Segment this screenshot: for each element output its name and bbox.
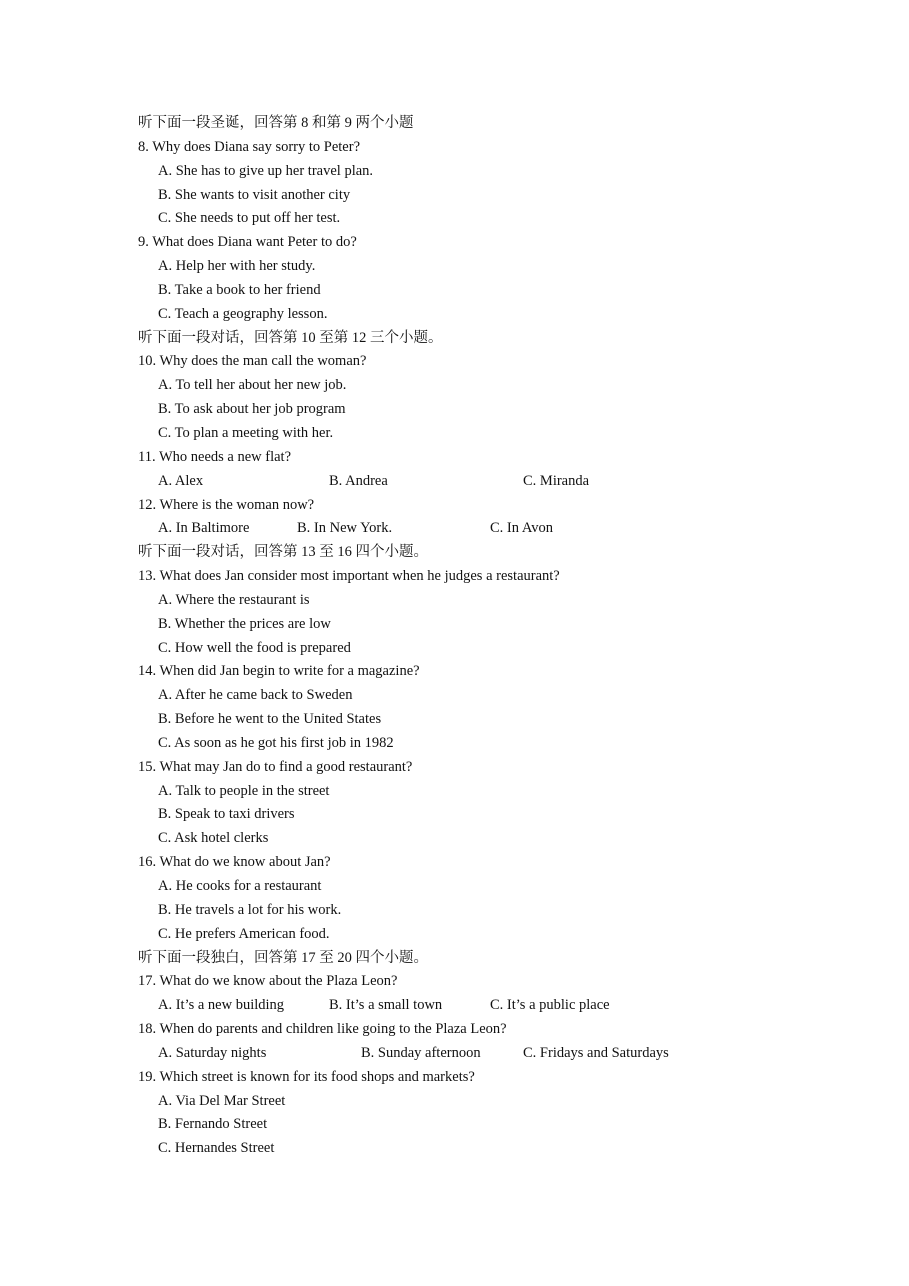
option-10c: C. To plan a meeting with her.	[158, 424, 334, 441]
question-10: 10. Why does the man call the woman?	[138, 353, 367, 370]
option-9a: A. Help her with her study.	[158, 258, 316, 275]
option-14a: A. After he came back to Sweden	[158, 687, 353, 704]
option-14c: C. As soon as he got his first job in 1982	[158, 734, 394, 751]
option-12c: C. In Avon	[490, 520, 553, 537]
option-15b: B. Speak to taxi drivers	[158, 806, 295, 823]
listening-questions	[138, 112, 838, 1161]
option-15a: A. Talk to people in the street	[158, 782, 330, 799]
question-9: 9. What does Diana want Peter to do?	[138, 234, 357, 251]
option-19b: B. Fernando Street	[158, 1116, 268, 1133]
option-18b: B. Sunday afternoon	[361, 1044, 481, 1061]
question-11: 11. Who needs a new flat?	[138, 448, 292, 465]
options-row-17	[138, 994, 838, 1018]
option-11a: A. Alex	[158, 472, 204, 489]
section-instruction: 听下面一段对话，回答第 10 至第 12 三个小题。	[138, 329, 443, 346]
options-row-18	[138, 1042, 838, 1066]
question-15: 15. What may Jan do to find a good restaurant?	[138, 758, 413, 775]
option-8b: B. She wants to visit another city	[158, 186, 351, 203]
section-instruction: 听下面一段独白，回答第 17 至 20 四个小题。	[138, 949, 428, 966]
option-16b: B. He travels a lot for his work.	[158, 901, 342, 918]
option-16c: C. He prefers American food.	[158, 925, 330, 942]
option-13a: A. Where the restaurant is	[158, 591, 310, 608]
option-14b: B. Before he went to the United States	[158, 711, 382, 728]
options-row-12	[138, 517, 838, 541]
question-19: 19. Which street is known for its food shops and markets?	[138, 1068, 475, 1085]
option-11c: C. Miranda	[523, 472, 590, 489]
option-12b: B. In New York.	[297, 520, 393, 537]
option-18c: C. Fridays and Saturdays	[523, 1044, 669, 1061]
option-8a: A. She has to give up her travel plan.	[158, 162, 374, 179]
question-8: 8. Why does Diana say sorry to Peter?	[138, 138, 361, 155]
option-17b: B. It’s a small town	[329, 997, 443, 1014]
option-10a: A. To tell her about her new job.	[158, 377, 347, 394]
option-15c: C. Ask hotel clerks	[158, 830, 269, 847]
section-instruction: 听下面一段圣诞，回答第 8 和第 9 两个小题	[138, 115, 414, 131]
option-11b: B. Andrea	[329, 472, 388, 489]
option-9b: B. Take a book to her friend	[158, 281, 321, 298]
option-18a: A. Saturday nights	[158, 1044, 267, 1061]
question-12: 12. Where is the woman now?	[138, 496, 315, 513]
section-instruction: 听下面一段对话，回答第 13 至 16 四个小题。	[138, 544, 428, 561]
question-13: 13. What does Jan consider most important when he judges a restaurant?	[138, 568, 560, 585]
option-9c: C. Teach a geography lesson.	[158, 305, 328, 322]
question-16: 16. What do we know about Jan?	[138, 854, 331, 871]
option-10b: B. To ask about her job program	[158, 401, 346, 418]
option-17a: A. It’s a new building	[158, 997, 285, 1014]
option-19c: C. Hernandes Street	[158, 1140, 275, 1157]
option-13b: B. Whether the prices are low	[158, 615, 331, 632]
options-row-11	[138, 470, 838, 494]
question-18: 18. When do parents and children like going to the Plaza Leon?	[138, 1021, 507, 1038]
option-12a: A. In Baltimore	[158, 520, 250, 537]
option-16a: A. He cooks for a restaurant	[158, 878, 322, 894]
question-17: 17. What do we know about the Plaza Leon?	[138, 973, 398, 990]
option-19a: A. Via Del Mar Street	[158, 1092, 286, 1109]
question-14: 14. When did Jan begin to write for a magazine?	[138, 663, 420, 680]
option-8c: C. She needs to put off her test.	[158, 210, 341, 227]
option-17c: C. It’s a public place	[490, 997, 610, 1014]
option-13c: C. How well the food is prepared	[158, 639, 351, 656]
